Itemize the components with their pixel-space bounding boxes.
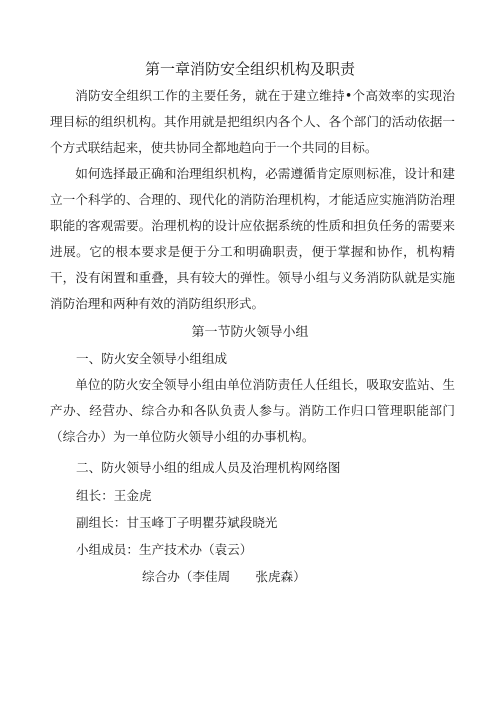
organization-paragraph: 如何选择最正确和治理组织机构，必需遵循肯定原则标准，设计和建立一个科学的、合理的、现代化的消防治理机构，才能适应实施消防治理职能的客观需要。治理机构的设计应依据系统的性质和担负任务的需要来进展。它的根本要求是便于分工和明确职责，便于掌握和协作，机构精干，没有闲置和重叠，具有较大的弹性。领导小组与义务消防队就是实施消防治理和两种有效的消防组织形式。 bbox=[50, 166, 455, 311]
deputy-leader-line: 副组长：甘玉峰丁子明瞿芬斌段晓光 bbox=[76, 515, 278, 530]
office-members-line: 综合办（李佳周 张虎森） bbox=[142, 569, 306, 584]
subsection-heading-2: 二、防火领导小组的组成人员及治理机构网络图 bbox=[76, 460, 341, 475]
subsection-heading-1: 一、防火安全领导小组组成 bbox=[76, 351, 228, 366]
chapter-title: 第一章消防安全组织机构及职责 bbox=[144, 60, 355, 78]
section-title: 第一节防火领导小组 bbox=[191, 325, 309, 340]
members-line: 小组成员：生产技术办（袁云） bbox=[76, 542, 253, 557]
intro-paragraph: 消防安全组织工作的主要任务，就在于建立维持•个高效率的实现治理目标的组织机构。其作用就是把组织内各个人、各个部门的活动依据一个方式联结起来，使共协同全都地趋向于一个共同的目标。 bbox=[50, 88, 455, 155]
subsection-paragraph-1: 单位的防火安全领导小组由单位消防责任人任组长，吸取安监站、生产办、经营办、综合办和各队负责人参与。消防工作归口管理职能部门（综合办）为一单位防火领导小组的办事机构。 bbox=[50, 377, 455, 444]
leader-line: 组长：王金虎 bbox=[76, 488, 152, 503]
